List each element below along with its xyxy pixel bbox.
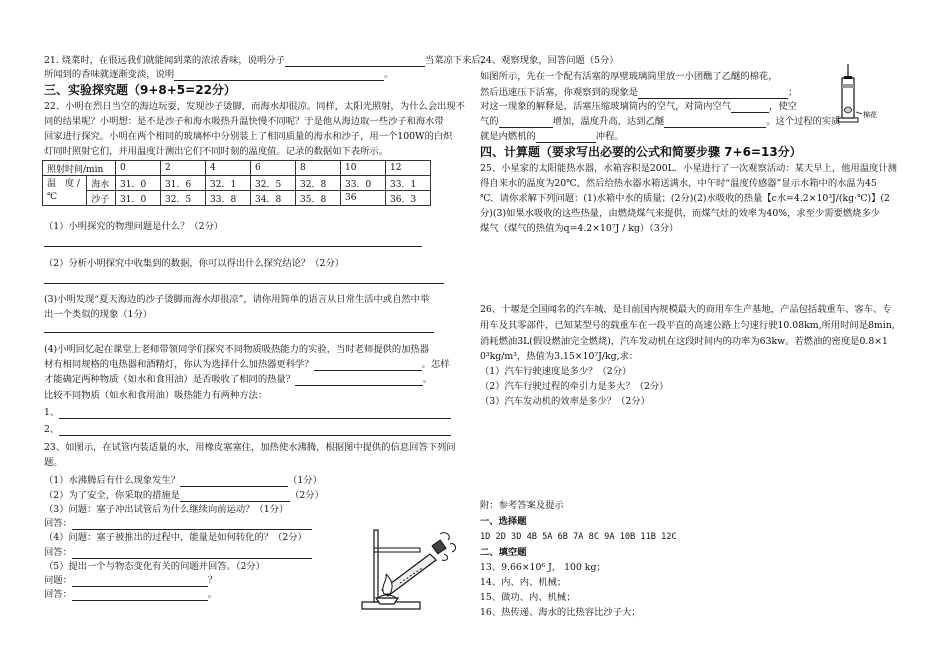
table-cell: 32．5 (251, 176, 296, 191)
q26-line3: 消耗燃油3L(假设燃油完全燃烧)，汽车发动机在这段时间内的功率为63kw。若燃油的密度是0.8×1 (480, 336, 888, 347)
q23-intro-2: 题。 (44, 457, 63, 468)
q22-part3-2: 出一个类似的现象（1分） (44, 309, 153, 320)
q24-line1: 如图所示，先在一个配有活塞的厚壁玻璃筒里放一小团醮了乙醚的棉花， (480, 71, 778, 82)
q25-line3: ℃．请你求解下列问题：(1)水箱中水的质量；(2分)(2)水吸收的热量【c水=4.2×10³J/(kg·℃)】(2 (480, 193, 890, 204)
table-header-temp: 温 度 / ℃ (43, 176, 87, 206)
q21-line1: 21. 烧菜时，在很远我们就能闻到菜的浓浓香味，说明分子 当菜凉下来后， (44, 55, 490, 66)
answer-16: 16、热传递、海水的比热容比沙子大； (480, 607, 641, 618)
q23-part3-answer: 回答： (44, 517, 312, 530)
q23-part5: （5）提出一个与物态变化有关的问题并回答。（2分） (44, 561, 266, 572)
table-cell: 34．8 (251, 191, 296, 206)
q26-line2: 用车及其零部件，已知某型号的载重车在一段平直的高速公路上匀速行驶10.08km,所用时间是8min, (480, 320, 895, 331)
q22-intro-2: 同的结果呢？小明想：是不是沙子和海水吸热升温快慢不同呢？于是他从海边取一些沙子和海水带 (44, 116, 444, 127)
q26-line4: 0³kg/m³，热值为3.15×10⁷J/kg,求： (480, 351, 639, 362)
table-cell: 31．6 (161, 176, 206, 191)
answer-13: 13、9.66×10⁶ J， 100 kg； (480, 562, 606, 573)
q22-method2: 2、 (44, 423, 451, 436)
q22-part4-4: 比较不同物质（如水和食用油）吸热能力有两种方法： (44, 390, 268, 401)
q24-line3: 对这一现象的解释是，活塞压缩玻璃筒内的空气，对筒内空气 ，使空 (480, 101, 797, 112)
q23-intro-1: 23、如图示，在试管内装适量的水，用橡皮塞塞住，加热使水沸腾，根据图中提供的信息回答下列问 (44, 442, 456, 453)
table-cell: 31．0 (116, 176, 161, 191)
table-cell: 32．1 (206, 176, 251, 191)
q22-intro-3: 回家进行探究。小明在两个相同的玻璃杯中分别装上了相同质量的海水和沙子，用一个100W的白炽 (44, 131, 453, 142)
table-cell: 33．1 (386, 176, 431, 191)
q24-line2: 然后迅速压下活塞，你观察到的现象是 ； (480, 87, 798, 98)
temperature-table (42, 160, 431, 206)
table-cell: 12 (386, 161, 431, 176)
table-cell: 0 (116, 161, 161, 176)
q23-part4-answer: 回答： (44, 546, 312, 559)
q23-answer: 回答： 。 (44, 589, 218, 600)
q23-part3: （3）问题：塞子冲出试管后为什么继续向前运动？（1分） (44, 504, 289, 515)
table-cell: 32．8 (296, 176, 341, 191)
table-row (43, 176, 431, 191)
q22-part1: （1）小明探究的物理问题是什么？（2分） (44, 221, 224, 232)
q24-line4: 气的 增加，温度升高，达到乙醚 。这个过程的实质 (480, 116, 841, 127)
q25-line2: 得自来水的温度为20℃，然后给热水器水箱送满水，中午时“温度传感器”显示水箱中的水温为45 (480, 178, 877, 189)
q26-part1: （1）汽车行驶速度是多少？（2分） (480, 366, 632, 377)
q25-line5: 煤气（煤气的热值为q=4.2×10⁷J / kg）（3分） (480, 223, 679, 234)
section3-title: 三、实验探究题（9+8+5=22分） (44, 83, 236, 97)
table-cell: 海水 (87, 176, 116, 191)
q22-part2: （2）分析小明探究中收集到的数据，你可以得出什么探究结论？（2分） (44, 258, 345, 269)
answer-14: 14、内、内、机械； (480, 577, 567, 588)
q25-line1: 25、小星家的太阳能热水器，水箱容积是200L．小星进行了一次观察活动：某天早上，他用温度计测 (480, 163, 897, 174)
q21-line2: 所闻到的香味就逐渐变淡，说明 。 (44, 69, 394, 80)
answers-choice: 1D 2D 3D 4B 5A 6B 7A 8C 9A 10B 11B 12C (480, 532, 677, 542)
q22-method1: 1、 (44, 406, 451, 419)
answer-line[interactable] (44, 246, 422, 247)
table-header-time: 照射时间/min (43, 161, 116, 176)
table-cell: 4 (206, 161, 251, 176)
table-cell: 36．3 (386, 191, 431, 206)
q22-part4-3: 才能确定两种物质（如水和食用油）是否吸收了相同的热量？ 。 (44, 374, 433, 385)
table-cell: 8 (296, 161, 341, 176)
q26-line1: 26、十堰是全国闻名的汽车城，是目前国内规模最大的商用车生产基地，产品包括载重车、客车、专 (480, 304, 892, 315)
table-cell: 32．5 (161, 191, 206, 206)
table-cell: 2 (161, 161, 206, 176)
q22-part3-1: (3)小明发现“夏天海边的沙子烫脚而海水却很凉”，请你用简单的语言从日常生活中或自然中举 (44, 294, 430, 305)
answer-15: 15、做功、内、机械； (480, 592, 576, 603)
answers-section2: 二、填空题 (480, 547, 527, 558)
answers-section1: 一、选择题 (480, 516, 527, 527)
piston-cylinder-figure (836, 62, 882, 128)
table-cell: 36 (341, 191, 386, 206)
table-cell: 33．0 (341, 176, 386, 191)
section4-title: 四、计算题（要求写出必要的公式和简要步骤 7+6=13分） (480, 145, 802, 159)
q22-intro-4: 灯同时照射它们，并用温度计测出它们不同时刻的温度值。记录的数据如下表所示。 (44, 146, 388, 157)
q22-part4-2: 材有相同规格的电热器和酒精灯，你认为选择什么加热器更科学？ 。怎样 (44, 359, 450, 370)
q23-part1: （1）水沸腾后有什么现象发生？ （1分） (44, 475, 322, 486)
q26-part2: （2）汽车行驶过程的牵引力是多大？（2分） (480, 381, 669, 392)
q23-part2: （2）为了安全，你采取的措施是 （2分） (44, 490, 324, 501)
answer-line[interactable] (44, 283, 444, 284)
test-tube-apparatus-figure (360, 528, 460, 612)
q24-title: 24、观察现象，回答问题（5分） (480, 55, 619, 66)
figure-label: 棉花 (863, 111, 877, 119)
answer-line[interactable] (44, 332, 434, 333)
answers-title: 附：参考答案及提示 (480, 500, 564, 511)
table-cell: 33．8 (206, 191, 251, 206)
q23-question: 问题： ？ (44, 575, 218, 586)
q22-part4-1: (4)小明回忆起在课堂上老师带领同学们探究不同物质吸热能力的实验，当时老师提供的加热器 (44, 344, 430, 355)
table-cell: 6 (251, 161, 296, 176)
table-cell: 10 (341, 161, 386, 176)
table-row (43, 161, 431, 176)
q25-line4: 分)(3)如果水吸收的这些热量，由燃烧煤气来提供，而煤气灶的效率为40%，求至少需要燃烧多少 (480, 208, 881, 219)
q23-part4: （4）问题：塞子被推出的过程中，能量是如何转化的？（2分） (44, 532, 307, 543)
table-row (43, 191, 431, 206)
table-cell: 35．8 (296, 191, 341, 206)
table-cell: 沙子 (87, 191, 116, 206)
q24-line5: 就是内燃机的 冲程。 (480, 131, 624, 142)
q26-part3: （3）汽车发动机的效率是多少？（2分） (480, 396, 650, 407)
table-cell: 31．0 (116, 191, 161, 206)
q22-intro-1: 22、小明在烈日当空的海边玩耍，发现沙子烫脚，而海水却很凉。同样，太阳光照射，为什么会出现不 (44, 101, 465, 112)
